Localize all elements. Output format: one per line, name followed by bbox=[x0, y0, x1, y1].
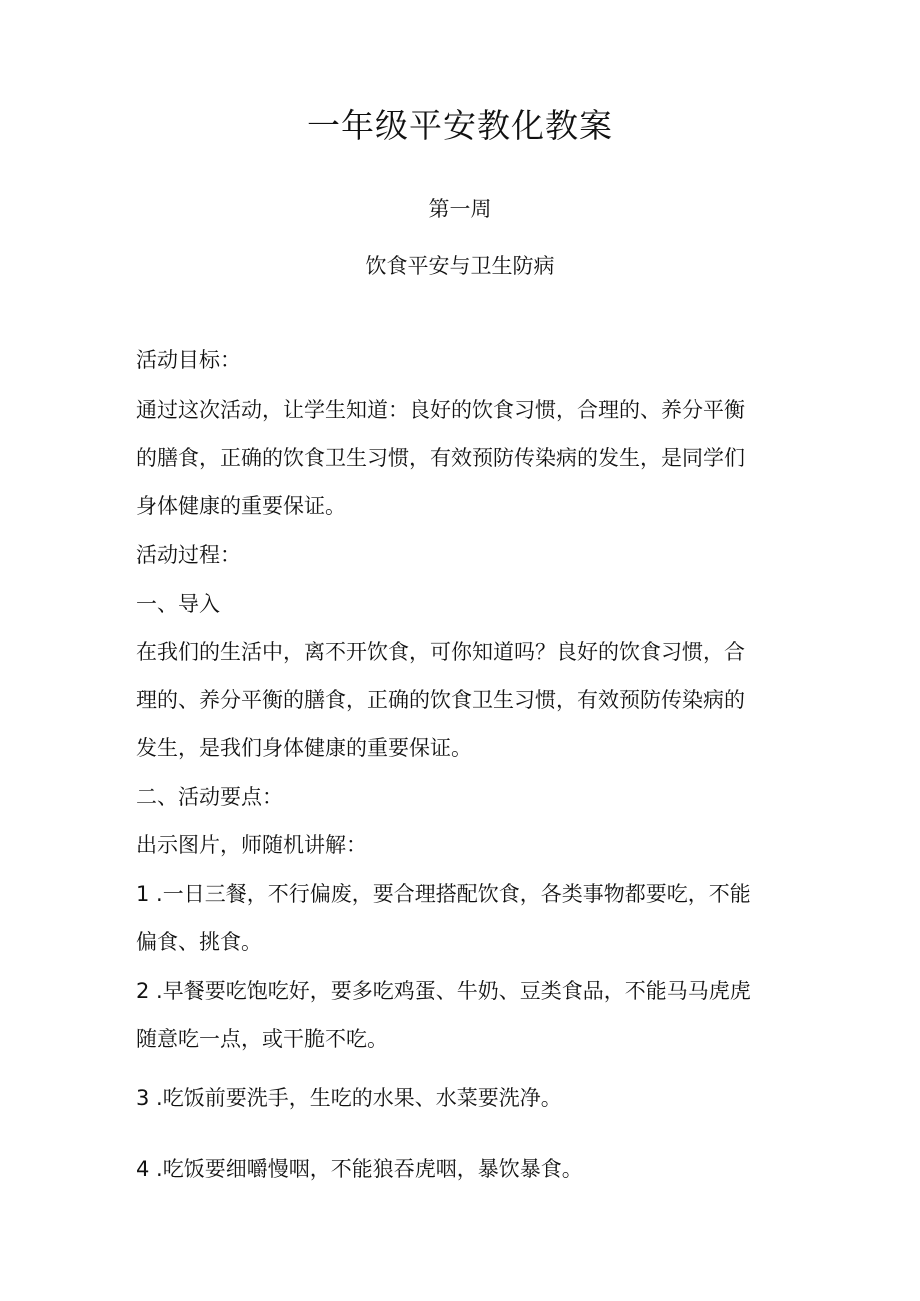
intro-line-1: 在我们的生活中，离不开饮食，可你知道吗？良好的饮食习惯，合 bbox=[136, 640, 745, 664]
points-heading: 二、活动要点： bbox=[136, 785, 283, 809]
points-intro: 出示图片，师随机讲解： bbox=[136, 833, 367, 857]
point-2-line-1: 2 .早餐要吃饱吃好，要多吃鸡蛋、牛奶、豆类食品，不能马马虎虎 bbox=[136, 979, 751, 1003]
intro-line-3: 发生，是我们身体健康的重要保证。 bbox=[136, 736, 472, 760]
point-3: 3 .吃饭前要洗手，生吃的水果、水菜要洗净。 bbox=[136, 1086, 562, 1110]
point-2-line-2: 随意吃一点，或干脆不吃。 bbox=[136, 1027, 388, 1051]
point-4: 4 .吃饭要细嚼慢咽，不能狼吞虎咽，暴饮暴食。 bbox=[136, 1157, 583, 1181]
goal-heading: 活动目标： bbox=[136, 348, 241, 372]
goal-line-2: 的膳食，正确的饮食卫生习惯，有效预防传染病的发生，是同学们 bbox=[136, 446, 745, 470]
point-1-line-2: 偏食、挑食。 bbox=[136, 930, 262, 954]
process-heading: 活动过程： bbox=[136, 543, 241, 567]
week-label: 第一周 bbox=[428, 197, 492, 221]
intro-heading: 一、导入 bbox=[136, 592, 220, 616]
intro-line-2: 理的、养分平衡的膳食，正确的饮食卫生习惯，有效预防传染病的 bbox=[136, 688, 745, 712]
goal-line-3: 身体健康的重要保证。 bbox=[136, 494, 346, 518]
goal-line-1: 通过这次活动，让学生知道：良好的饮食习惯，合理的、养分平衡 bbox=[136, 398, 745, 422]
point-1-line-1: 1 .一日三餐，不行偏废，要合理搭配饮食，各类事物都要吃，不能 bbox=[136, 882, 751, 906]
lesson-topic: 饮食平安与卫生防病 bbox=[365, 254, 555, 278]
document-title: 一年级平安教化教案 bbox=[307, 106, 613, 145]
